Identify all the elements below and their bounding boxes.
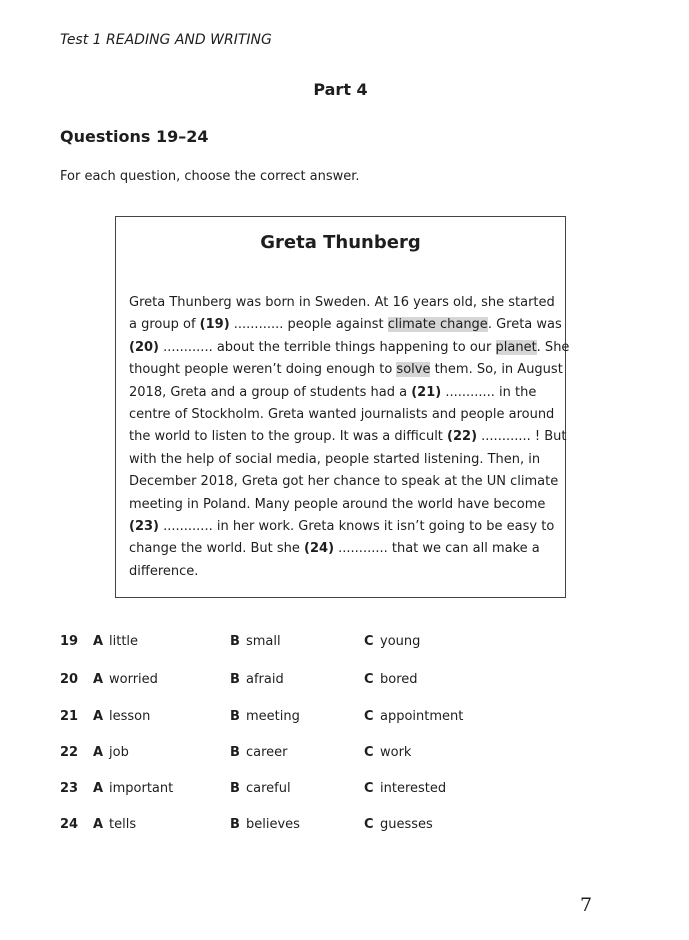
option-letter: A <box>93 634 104 649</box>
passage-text-run: difference. <box>129 563 199 579</box>
passage-line <box>129 292 559 314</box>
passage-text-run: change the world. But she <box>129 541 305 557</box>
option-letter: C <box>364 781 374 796</box>
option-letter: C <box>364 672 374 687</box>
option-text: afraid <box>246 672 284 687</box>
option-text: work <box>380 745 412 760</box>
highlighted-word: planet <box>495 339 537 355</box>
passage-line <box>129 337 570 359</box>
passage-line <box>129 359 563 381</box>
passage-text-run: ............ about the terrible things happening to our <box>158 339 496 355</box>
option-text: meeting <box>246 709 300 724</box>
passage-text-run: centre of Stockholm. Greta wanted journalists and people around <box>129 407 555 423</box>
passage-line <box>129 471 559 493</box>
question-number: 24 <box>60 817 79 832</box>
option-letter: B <box>230 745 240 760</box>
option-letter: C <box>364 745 374 760</box>
passage-line <box>129 426 567 448</box>
passage-title: Greta Thunberg <box>260 232 421 253</box>
question-number: 20 <box>60 672 79 687</box>
option-text: interested <box>380 781 447 796</box>
passage-text-run: meeting in Poland. Many people around the world have become <box>129 496 546 512</box>
question-row <box>0 817 689 837</box>
question-row <box>0 709 689 729</box>
option-letter: C <box>364 709 374 724</box>
highlighted-word: climate change <box>387 317 488 333</box>
option-text: worried <box>109 672 158 687</box>
passage-text-run: . Greta was <box>487 317 562 333</box>
option-letter: A <box>93 745 104 760</box>
option-text: bored <box>380 672 418 687</box>
passage-text <box>129 292 570 583</box>
passage-line <box>129 494 559 516</box>
highlighted-word: solve <box>396 362 431 378</box>
option-text: lesson <box>109 709 151 724</box>
passage-text-run: 2018, Greta and a group of students had a <box>129 384 412 400</box>
option-text: careful <box>246 781 291 796</box>
passage-line <box>129 538 559 560</box>
option-text: small <box>246 634 281 649</box>
questions-heading: Questions 19–24 <box>60 127 209 146</box>
option-text: guesses <box>380 817 433 832</box>
gap-number: (23) <box>129 519 159 535</box>
passage-text-run: ............ people against <box>229 317 388 333</box>
passage-text-run: a group of <box>129 317 200 333</box>
option-text: important <box>109 781 174 796</box>
question-number: 21 <box>60 709 79 724</box>
passage-line <box>129 314 562 336</box>
option-text: career <box>246 745 288 760</box>
gap-number: (19) <box>199 317 230 333</box>
passage-line <box>129 449 559 471</box>
passage-text-run: ............ ! But <box>477 429 567 445</box>
passage-text-run: thought people weren’t doing enough to <box>129 362 397 378</box>
option-letter: B <box>230 672 240 687</box>
gap-number: (20) <box>129 339 159 355</box>
option-text: job <box>109 745 129 760</box>
question-row <box>0 634 689 654</box>
passage-text-run: ............ in the <box>441 384 537 400</box>
passage-text-run: ............ that we can all make a <box>334 541 540 557</box>
option-letter: B <box>230 817 240 832</box>
option-letter: A <box>93 781 104 796</box>
option-text: young <box>380 634 421 649</box>
passage-text-run: the world to listen to the group. It was a difficult <box>129 429 448 445</box>
question-row <box>0 745 689 765</box>
passage-text-run: . She <box>536 339 570 355</box>
passage-line <box>129 516 559 538</box>
option-text: believes <box>246 817 300 832</box>
passage-text-run: Greta Thunberg was born in Sweden. At 16 years old, she started <box>129 295 555 310</box>
question-number: 19 <box>60 634 79 649</box>
gap-number: (22) <box>447 429 478 445</box>
option-letter: B <box>230 634 240 649</box>
option-letter: B <box>230 781 240 796</box>
gap-number: (21) <box>411 384 442 400</box>
question-row <box>0 672 689 692</box>
passage-text-run: ............ in her work. Greta knows it isn’t going to be easy to <box>158 519 555 535</box>
option-text: appointment <box>380 709 464 724</box>
instruction-text: For each question, choose the correct answer. <box>60 169 360 184</box>
option-letter: A <box>93 672 104 687</box>
passage-line <box>129 382 559 404</box>
option-text: tells <box>109 817 137 832</box>
gap-number: (24) <box>304 541 335 557</box>
passage-text-run: December 2018, Greta got her chance to speak at the UN climate <box>129 474 559 490</box>
question-number: 23 <box>60 781 79 796</box>
option-text: little <box>109 634 139 649</box>
option-letter: B <box>230 709 240 724</box>
passage-text-run: them. So, in August <box>430 362 563 378</box>
part-title: Part 4 <box>313 80 368 99</box>
reading-passage-box <box>115 216 570 598</box>
option-letter: C <box>364 817 374 832</box>
question-number: 22 <box>60 745 79 760</box>
passage-text-run: with the help of social media, people started listening. Then, in <box>129 451 541 467</box>
page-number: 7 <box>580 894 593 916</box>
option-letter: A <box>93 817 104 832</box>
running-header: Test 1 READING AND WRITING <box>60 32 272 48</box>
option-letter: C <box>364 634 374 649</box>
passage-line <box>129 404 559 426</box>
question-row <box>0 781 689 801</box>
passage-line <box>129 561 559 583</box>
option-letter: A <box>93 709 104 724</box>
